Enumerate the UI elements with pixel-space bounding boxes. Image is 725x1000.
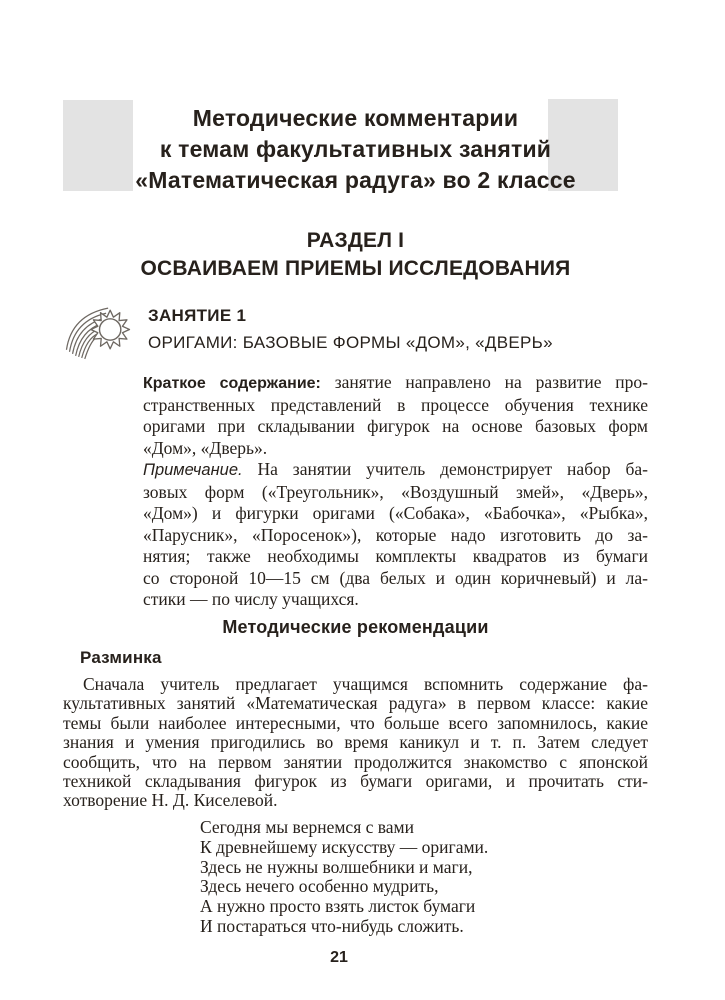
text-line: «Дом», «Дверь». [143, 437, 268, 458]
text-line: оригами при складывании фигурок на основе базовых форм [143, 416, 648, 436]
lesson-topic: ОРИГАМИ: БАЗОВЫЕ ФОРМЫ «ДОМ», «ДВЕРЬ» [148, 333, 553, 352]
page-title [63, 103, 648, 196]
page-title-line: Методические комментарии [192, 105, 519, 131]
text-line: культативных занятий «Математическая радуга» в первом классе: какие [63, 693, 648, 714]
poem-line: А нужно просто взять листок бумаги [200, 896, 476, 917]
poem [200, 818, 620, 937]
text-line: «Дом») и фигурки оригами («Собака», «Бабочка», «Рыбка», [143, 503, 648, 523]
section-heading [63, 227, 648, 283]
section-number: РАЗДЕЛ I [306, 229, 405, 252]
lesson-number: ЗАНЯТИЕ 1 [148, 306, 247, 325]
summary-block [143, 372, 648, 611]
text-line: со стороной 10—15 см (два белых и один коричневый) и ла- [143, 567, 648, 588]
sun-rainbow-icon [63, 299, 137, 362]
text-line [143, 459, 648, 482]
poem-line: Сегодня мы вернемся с вами [200, 817, 414, 837]
summary-text: занятие направлено на развитие про- [320, 372, 648, 392]
text-line: сообщить, что на первом занятии продолжится знакомство с японской [63, 751, 648, 772]
poem-line: Здесь не нужны волшебники и маги, [200, 856, 473, 877]
text-line: странственных представлений в процессе обучения технике [143, 394, 648, 415]
text-line: зовых форм («Треугольник», «Воздушный змей», «Дверь», [143, 481, 648, 502]
page-number: 21 [330, 949, 348, 966]
text-line: хотворение Н. Д. Киселевой. [63, 790, 278, 811]
warmup-paragraph [63, 675, 648, 811]
warmup-subheading: Разминка [80, 648, 162, 667]
text-line: «Парусник», «Поросенок»), которые надо изготовить до за- [143, 524, 648, 545]
page-title-line: к темам факультативных занятий [159, 136, 552, 162]
summary-label: Краткое содержание: [143, 375, 321, 392]
text-line: стики — по числу учащихся. [143, 589, 359, 609]
poem-line: И постараться что-нибудь сложить. [200, 915, 464, 936]
text-line: нятия; также необходимы комплекты квадратов из бумаги [143, 546, 648, 566]
note-text: На занятии учитель демонстрирует набор ба- [242, 459, 648, 479]
poem-line: К древнейшему искусству — оригами. [200, 836, 489, 857]
note-label: Примечание. [143, 461, 243, 479]
text-line: знания и умения пригодились во время каникул и т. п. Затем следует [63, 732, 648, 753]
page-title-line: «Математическая радуга» во 2 классе [135, 167, 576, 193]
section-name: ОСВАИВАЕМ ПРИЕМЫ ИССЛЕДОВАНИЯ [140, 257, 571, 280]
text-line: темы были наиболее интересными, что больше всего запомнилось, какие [63, 712, 648, 733]
text-line: техникой складывания фигурок из бумаги оригами, и прочитать сти- [63, 771, 648, 792]
poem-line: Здесь нечего особенно мудрить, [200, 876, 439, 897]
methodical-recommendations-heading: Методические рекомендации [222, 617, 489, 637]
text-line [143, 372, 648, 395]
text-line: Сначала учитель предлагает учащимся вспомнить содержание фа- [83, 674, 648, 694]
